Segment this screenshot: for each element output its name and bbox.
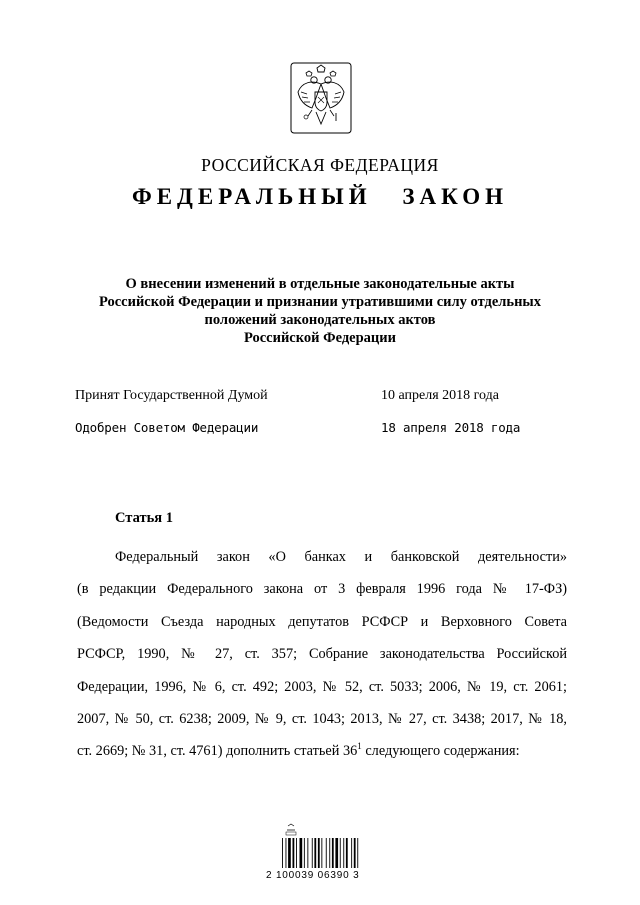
law-title-line: Российской Федерации и признании утратившими силу отдельных: [98, 294, 542, 310]
barcode-bar: [282, 838, 283, 868]
law-title-line: положений законодательных актов: [204, 312, 436, 328]
barcode-bar: [343, 838, 344, 868]
duma-adoption-label: Принят Государственной Думой: [75, 388, 268, 403]
barcode-bar: [329, 838, 330, 868]
barcode-bar: [293, 838, 295, 868]
country-name: РОССИЙСКАЯ ФЕДЕРАЦИЯ: [201, 155, 439, 175]
barcode-bar: [318, 838, 320, 868]
document-type-word-federal: ФЕДЕРАЛЬНЫЙ: [131, 184, 372, 209]
paragraph-line: 2007, № 50, ст. 6238; 2009, № 9, ст. 1043; 2013, № 27, ст. 3438; 2017, № 18,: [77, 710, 567, 727]
barcode-bar: [357, 838, 358, 868]
barcode-bar: [300, 838, 303, 868]
barcode-bar: [314, 838, 316, 868]
barcode-bar: [332, 838, 334, 868]
paragraph-line: (в редакции Федерального закона от 3 февраля 1996 года № 17-ФЗ): [77, 581, 567, 598]
paragraph-line: Федеральный закон «О банках и банковской деятельности»: [115, 549, 567, 565]
barcode-bar: [335, 838, 338, 868]
barcode-bar: [312, 838, 313, 868]
barcode-bar: [304, 838, 305, 868]
coat-of-arms-icon: [290, 62, 352, 134]
paragraph-line: Федерации, 1996, № 6, ст. 492; 2003, № 52, ст. 5033; 2006, № 19, ст. 2061;: [77, 678, 567, 695]
barcode-bar: [288, 838, 291, 868]
paragraph-line: (Ведомости Съезда народных депутатов РСФСР и Верховного Совета: [77, 613, 567, 630]
law-title-line: О внесении изменений в отдельные законодательные акты: [125, 276, 515, 292]
article-paragraph: [77, 541, 567, 768]
barcode-bar: [346, 838, 348, 868]
last-line-tail: следующего содержания:: [361, 743, 520, 760]
barcode-bar: [286, 838, 287, 868]
barcode-bar: [326, 838, 327, 868]
last-line-text: ст. 2669; № 31, ст. 4761) дополнить статьей 36: [77, 743, 358, 760]
article-heading: Статья 1: [115, 510, 173, 526]
council-approval-date: 18 апреля 2018 года: [381, 420, 521, 435]
barcode-bar: [307, 838, 308, 868]
article-number-superscript: 1: [357, 741, 362, 752]
barcode-stamp-icon: [286, 824, 296, 835]
barcode-bar: [321, 838, 322, 868]
barcode-bar: [340, 838, 341, 868]
document-type-word-law: ЗАКОН: [402, 184, 509, 209]
document-type: [0, 184, 640, 210]
duma-adoption-date: 10 апреля 2018 года: [381, 388, 499, 403]
barcode-number: 2 100039 06390 3: [266, 870, 360, 881]
paragraph-line: РСФСР, 1990, № 27, ст. 357; Собрание законодательства Российской: [77, 646, 567, 663]
law-title: [0, 275, 640, 347]
barcode-bar: [296, 838, 297, 868]
law-title-line: Российской Федерации: [243, 330, 396, 346]
barcode-bars: [282, 838, 358, 868]
paragraph-last-line: [77, 735, 567, 767]
barcode-bar: [351, 838, 352, 868]
council-approval-label: Одобрен Советом Федерации: [75, 420, 259, 435]
barcode-bar: [354, 838, 356, 868]
